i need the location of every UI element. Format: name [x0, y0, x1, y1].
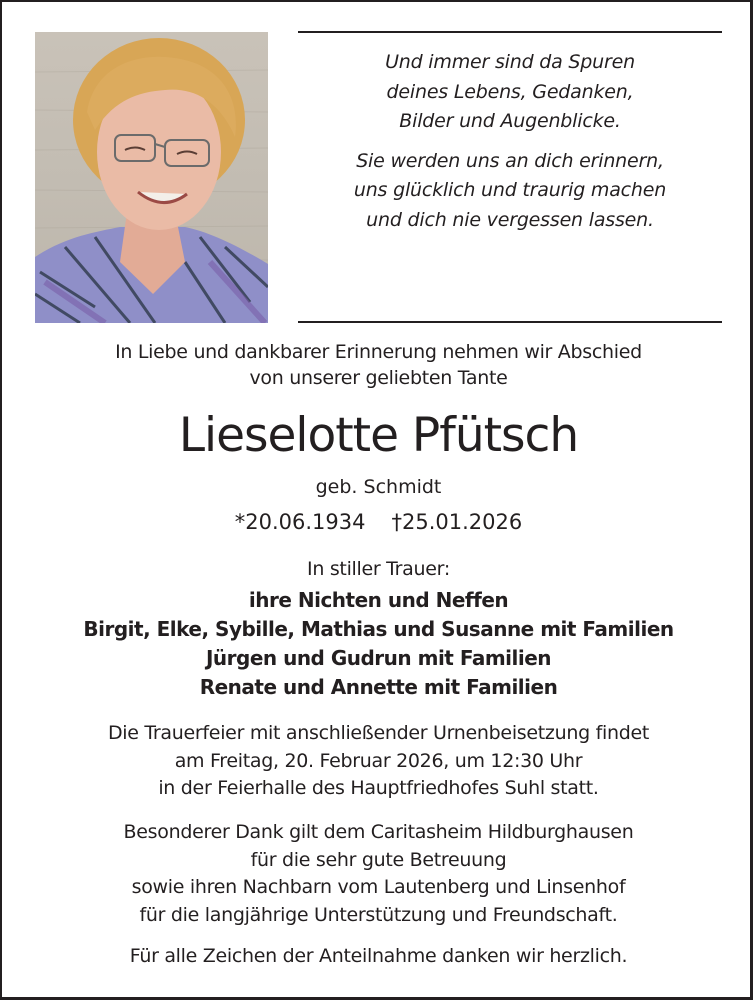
closing-thanks: Für alle Zeichen der Anteilnahme danken wir herzlich.: [129, 945, 628, 967]
poem-line: Bilder und Augenblicke.: [399, 110, 621, 132]
intro-line: In Liebe und dankbarer Erinnerung nehmen wir Abschied: [115, 341, 642, 363]
poem-line: Sie werden uns an dich erinnern,: [356, 149, 664, 172]
maiden-name: geb. Schmidt: [315, 476, 442, 498]
mourner-line: Renate und Annette mit Familien: [199, 675, 558, 699]
divider-rule-bottom: [298, 321, 722, 323]
poem-line: Und immer sind da Spuren: [385, 51, 635, 73]
birth-star-icon: *: [234, 510, 246, 534]
intro-line: von unserer geliebten Tante: [249, 367, 508, 389]
poem-stanza: [298, 48, 722, 137]
poem-line: uns glücklich und traurig machen: [353, 179, 667, 201]
thanks-line: für die sehr gute Betreuung: [250, 848, 507, 871]
service-line: am Freitag, 20. Februar 2026, um 12:30 Uhr: [174, 749, 583, 772]
poem-line: deines Lebens, Gedanken,: [386, 80, 634, 103]
thanks-line: für die langjährige Unterstützung und Freundschaft.: [139, 903, 618, 926]
life-dates: [2, 507, 753, 537]
death-cross-icon: †: [391, 510, 402, 534]
mourner-line: Jürgen und Gudrun mit Familien: [205, 646, 552, 670]
mourner-line: Birgit, Elke, Sybille, Mathias und Susanne mit Familien: [83, 617, 674, 641]
portrait-photo: [35, 32, 268, 323]
intro-text: [2, 339, 753, 391]
divider-rule-top: [298, 31, 722, 33]
mourners-list: [2, 586, 753, 702]
deceased-name: Lieselotte Pfütsch: [178, 408, 579, 463]
service-line: in der Feierhalle des Hauptfriedhofes Suhl statt.: [158, 777, 599, 799]
mourner-line: ihre Nichten und Neffen: [248, 588, 509, 612]
mourning-label: In stiller Trauer:: [307, 558, 450, 580]
poem-line: und dich nie vergessen lassen.: [366, 208, 654, 231]
acknowledgements: [2, 819, 753, 929]
service-line: Die Trauerfeier mit anschließender Urnenbeisetzung findet: [107, 722, 650, 744]
death-date: 25.01.2026: [402, 510, 523, 534]
poem-stanza: [298, 147, 722, 236]
portrait-image: [35, 32, 268, 323]
thanks-line: sowie ihren Nachbarn vom Lautenberg und Linsenhof: [131, 876, 626, 898]
birth-date: 20.06.1934: [245, 510, 366, 534]
funeral-service-info: [2, 720, 753, 803]
memorial-poem: [298, 48, 722, 235]
thanks-line: Besonderer Dank gilt dem Caritasheim Hildburghausen: [123, 821, 634, 843]
